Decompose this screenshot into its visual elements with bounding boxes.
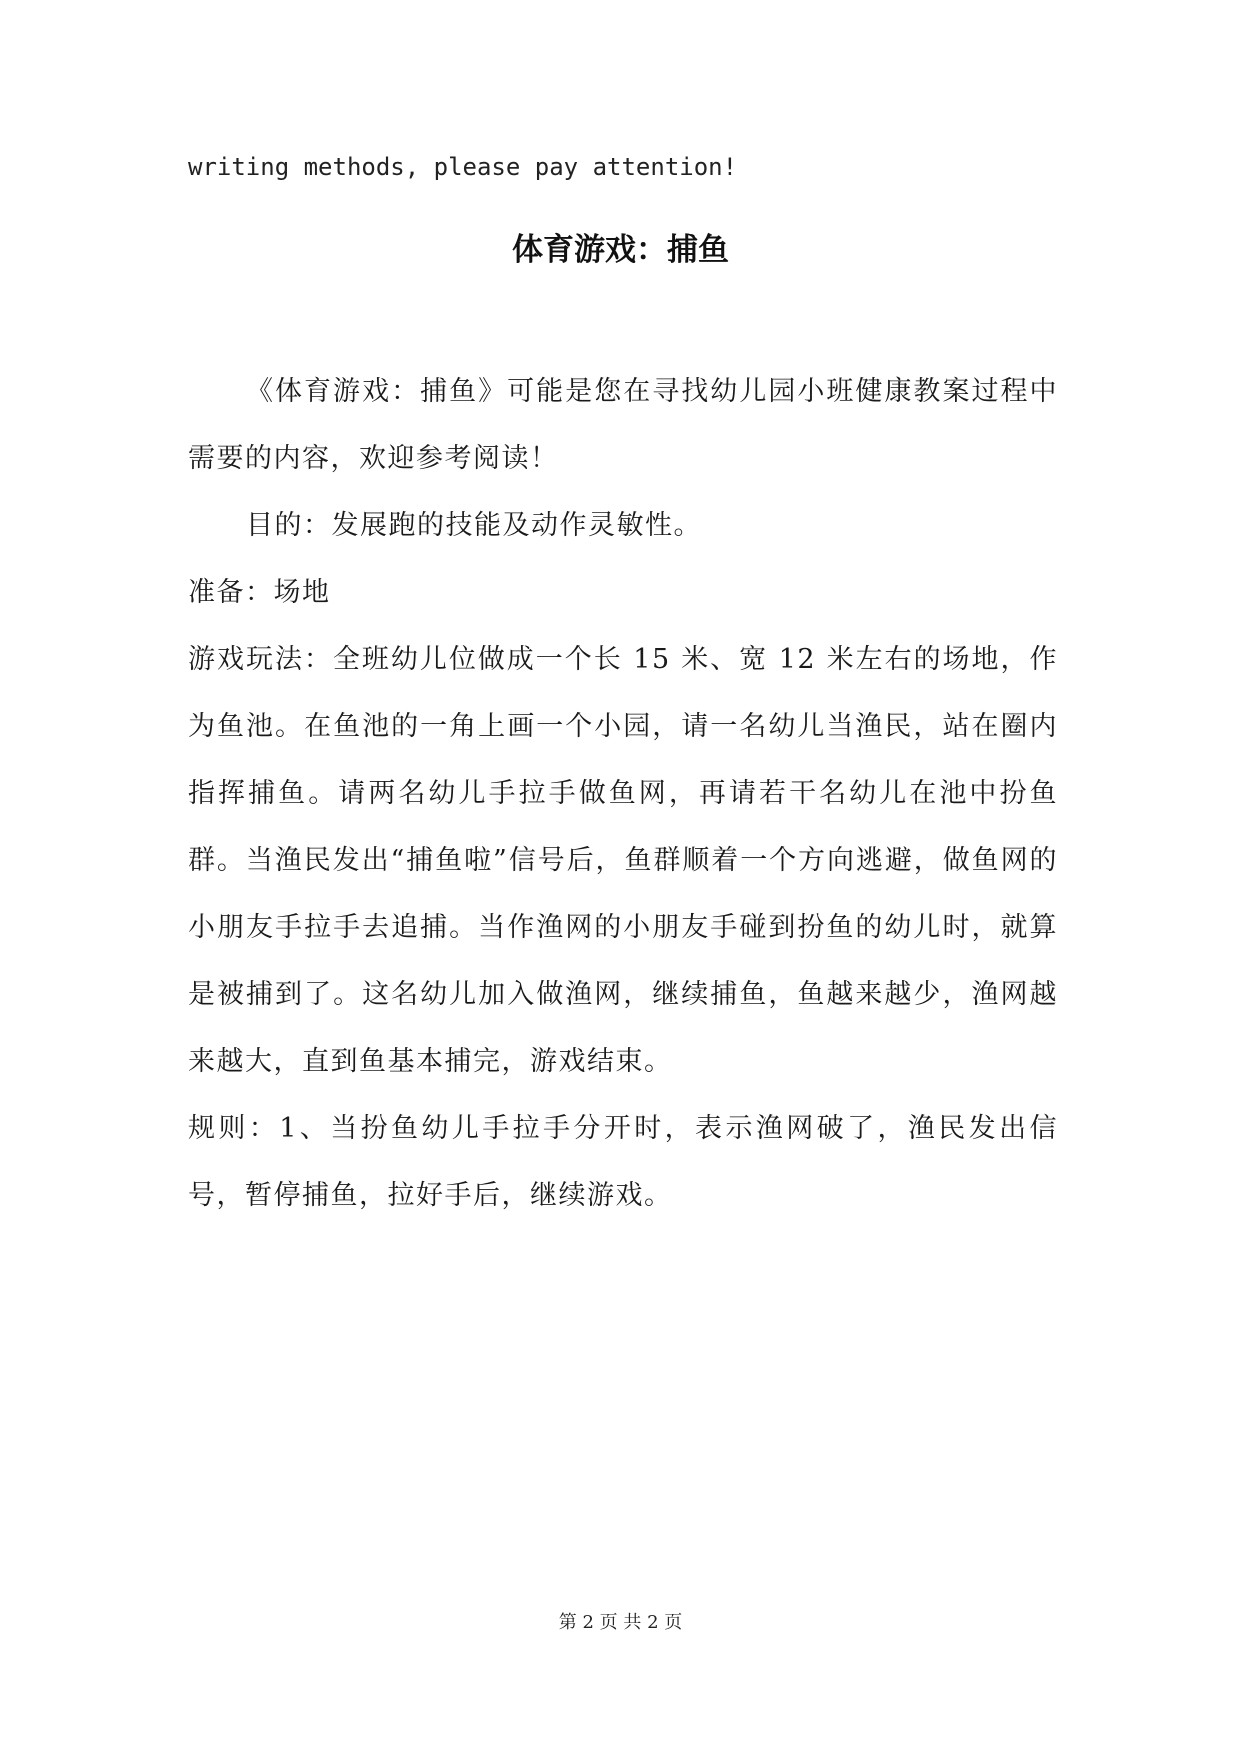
document-body [188, 358, 1058, 1229]
preparation-paragraph: 准备：场地 [188, 577, 331, 608]
gameplay-paragraph: 游戏玩法：全班幼儿位做成一个长 15 米、宽 12 米左右的场地，作为鱼池。在鱼池的一角上画一个小园，请一名幼儿当渔民，站在圈内指挥捕鱼。请两名幼儿手拉手做鱼网，再请若干名幼儿在池中扮鱼群。当渔民发出“捕鱼啦”信号后，鱼群顺着一个方向逃避，做鱼网的小朋友手拉手去追捕。当作渔网的小朋友手碰到扮鱼的幼儿时，就算是被捕到了。这名幼儿加入做渔网，继续捕鱼，鱼越来越少，渔网越来越大，直到鱼基本捕完，游戏结束。 [188, 644, 1058, 1077]
page-number-footer: 第 2 页 共 2 页 [558, 1612, 683, 1633]
rules-paragraph: 规则：1、当扮鱼幼儿手拉手分开时，表示渔网破了，渔民发出信号，暂停捕鱼，拉好手后，继续游戏。 [188, 1113, 1058, 1211]
carryover-text: writing methods, please pay attention! [188, 153, 738, 181]
intro-paragraph: 《体育游戏：捕鱼》可能是您在寻找幼儿园小班健康教案过程中需要的内容，欢迎参考阅读！ [188, 376, 1058, 474]
purpose-paragraph: 目的：发展跑的技能及动作灵敏性。 [246, 510, 702, 541]
page-title: 体育游戏：捕鱼 [512, 232, 729, 268]
